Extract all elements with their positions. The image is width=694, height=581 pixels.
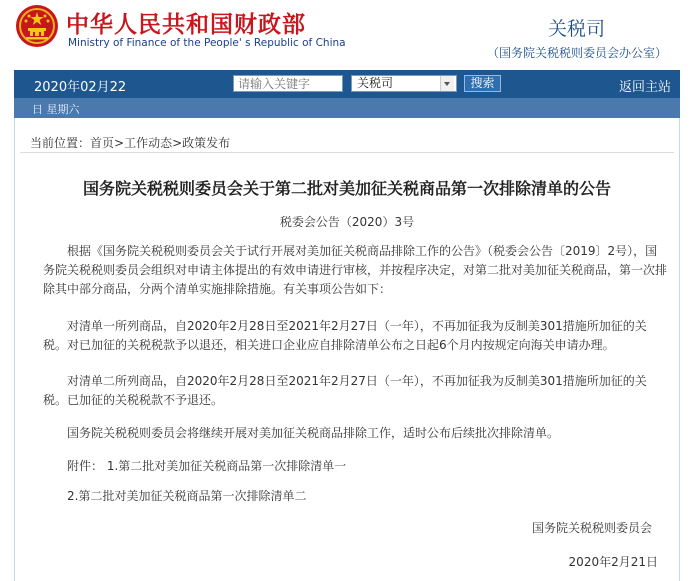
date-sub-bar	[14, 98, 680, 118]
breadcrumb-item-work-news[interactable]: 工作动态	[124, 136, 173, 150]
article-paragraph: 对清单一所列商品，自2020年2月28日至2021年2月27日（一年），不再加征我为反制美301措施所加征的关税。对已加征的关税税款予以退还，相关进口企业应自排除清单公布之日起6个月内按规定向海关申请办理。	[43, 319, 647, 352]
chevron-down-icon[interactable]	[440, 76, 454, 91]
dept-subtitle: （国务院关税税则委员会办公室）	[487, 46, 668, 60]
breadcrumb-separator: >	[114, 136, 125, 150]
national-emblem-icon	[15, 4, 59, 48]
sign-date: 2020年2月21日	[568, 555, 658, 569]
weekday-label: 日 星期六	[32, 103, 80, 116]
article-paragraph: 国务院关税税则委员会将继续开展对美加征关税商品排除工作，适时公布后续批次排除清单。	[67, 426, 560, 440]
dept-title: 关税司	[548, 18, 606, 40]
document-number: 税委会公告（2020）3号	[279, 215, 415, 229]
top-nav-bar	[14, 70, 680, 98]
article-title: 国务院关税税则委员会关于第二批对美加征关税商品第一次排除清单的公告	[82, 179, 611, 198]
site-name-cn[interactable]: 中华人民共和国财政部	[66, 12, 306, 38]
current-date: 2020年02月22	[34, 80, 127, 95]
breadcrumb-prefix: 当前位置：	[30, 136, 91, 150]
search-scope-value: 关税司	[357, 76, 394, 90]
breadcrumb-item-policy[interactable]: 政策发布	[182, 136, 231, 150]
breadcrumb-separator: >	[172, 136, 183, 150]
breadcrumb-divider	[20, 152, 674, 153]
attachment-link-1[interactable]: 附件： 1.第二批对美加征关税商品第一次排除清单一	[67, 459, 347, 473]
signer: 国务院关税税则委员会	[531, 521, 652, 535]
attachment-link-2[interactable]: 2.第二批对美加征关税商品第一次排除清单二	[67, 489, 307, 503]
article-paragraph: 对清单二所列商品，自2020年2月28日至2021年2月27日（一年），不再加征我为反制美301措施所加征的关税。已加征的关税税款不予退还。	[43, 374, 647, 407]
search-input[interactable]	[233, 75, 343, 92]
search-scope-select[interactable]	[351, 75, 457, 92]
breadcrumb-item-home[interactable]: 首页	[90, 136, 115, 150]
article-paragraph: 根据《国务院关税税则委员会关于试行开展对美加征关税商品排除工作的公告》（税委会公告〔2019〕2号），国务院关税税则委员会组织对申请主体提出的有效申请进行审核，并按程序决定，对第二批对美加征关税商品，第一次排除其中部分商品，分两个清单实施排除措施。有关事项公告如下：	[43, 244, 668, 296]
site-name-en: Ministry of Finance of the People' s Republic of China	[68, 37, 346, 49]
site-header	[0, 0, 694, 70]
return-home-link[interactable]: 返回主站	[619, 80, 672, 95]
breadcrumb	[30, 134, 230, 151]
search-button[interactable]: 搜索	[464, 75, 501, 92]
